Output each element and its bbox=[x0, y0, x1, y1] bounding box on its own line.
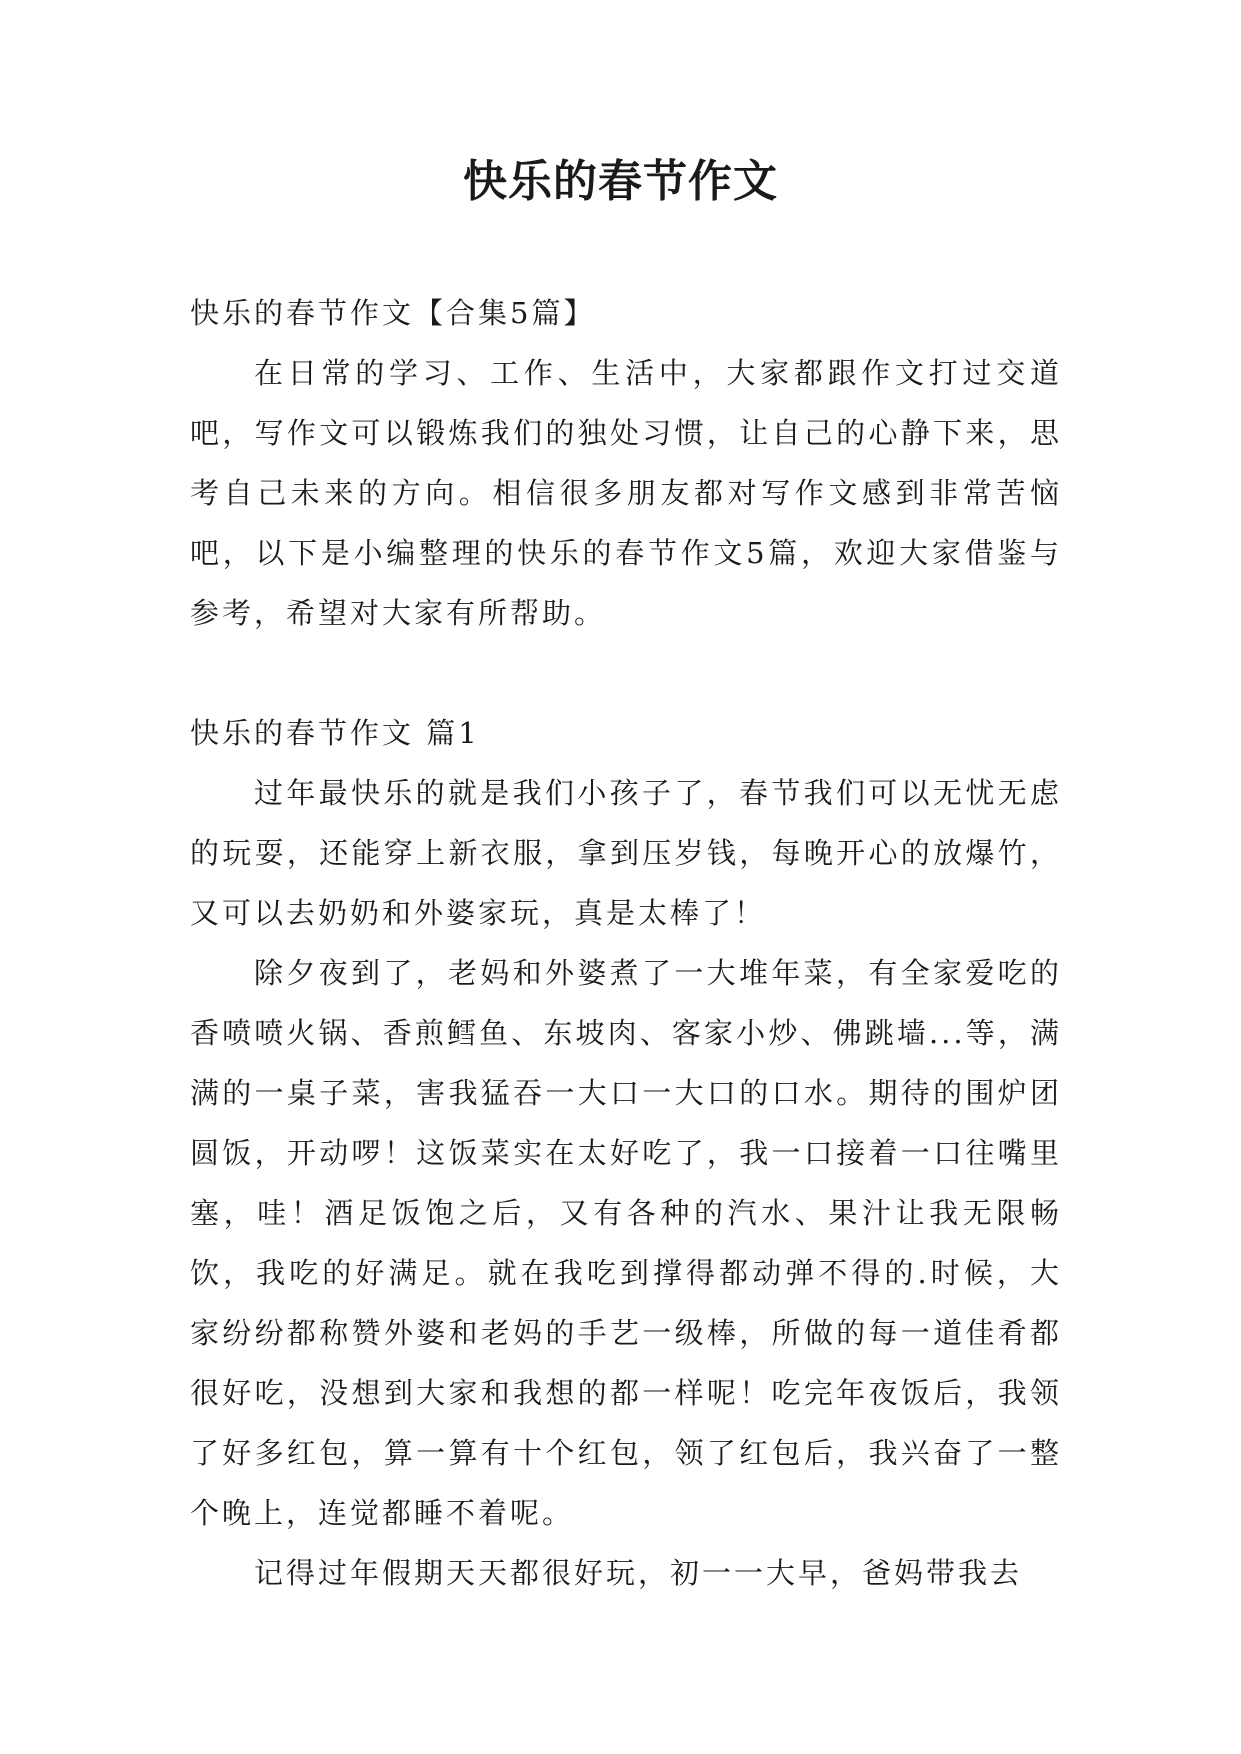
section-spacer bbox=[190, 643, 1062, 703]
collection-subtitle: 快乐的春节作文【合集5篇】 bbox=[190, 296, 596, 330]
document-body bbox=[190, 283, 1062, 1603]
section-heading: 快乐的春节作文 篇1 bbox=[190, 716, 480, 750]
body-paragraph-1: 过年最快乐的就是我们小孩子了，春节我们可以无忧无虑的玩耍，还能穿上新衣服，拿到压岁钱，每晚开心的放爆竹，又可以去奶奶和外婆家玩，真是太棒了！ bbox=[190, 776, 1062, 930]
body-paragraph-2: 除夕夜到了，老妈和外婆煮了一大堆年菜，有全家爱吃的香喷喷火锅、香煎鳕鱼、东坡肉、客家小炒、佛跳墙...等，满满的一桌子菜，害我猛吞一大口一大口的口水。期待的围炉团圆饭，开动啰！这饭菜实在太好吃了，我一口接着一口往嘴里塞，哇！酒足饭饱之后，又有各种的汽水、果汁让我无限畅饮，我吃的好满足。就在我吃到撑得都动弹不得的.时候，大家纷纷都称赞外婆和老妈的手艺一级棒，所做的每一道佳肴都很好吃，没想到大家和我想的都一样呢！吃完年夜饭后，我领了好多红包，算一算有十个红包，领了红包后，我兴奋了一整个晚上，连觉都睡不着呢。 bbox=[190, 956, 1062, 1530]
intro-paragraph: 在日常的学习、工作、生活中，大家都跟作文打过交道吧，写作文可以锻炼我们的独处习惯，让自己的心静下来，思考自己未来的方向。相信很多朋友都对写作文感到非常苦恼吧，以下是小编整理的快乐的春节作文5篇，欢迎大家借鉴与参考，希望对大家有所帮助。 bbox=[190, 356, 1062, 630]
body-paragraph-3: 记得过年假期天天都很好玩，初一一大早，爸妈带我去 bbox=[254, 1556, 1023, 1590]
document-title: 快乐的春节作文 bbox=[463, 156, 778, 207]
